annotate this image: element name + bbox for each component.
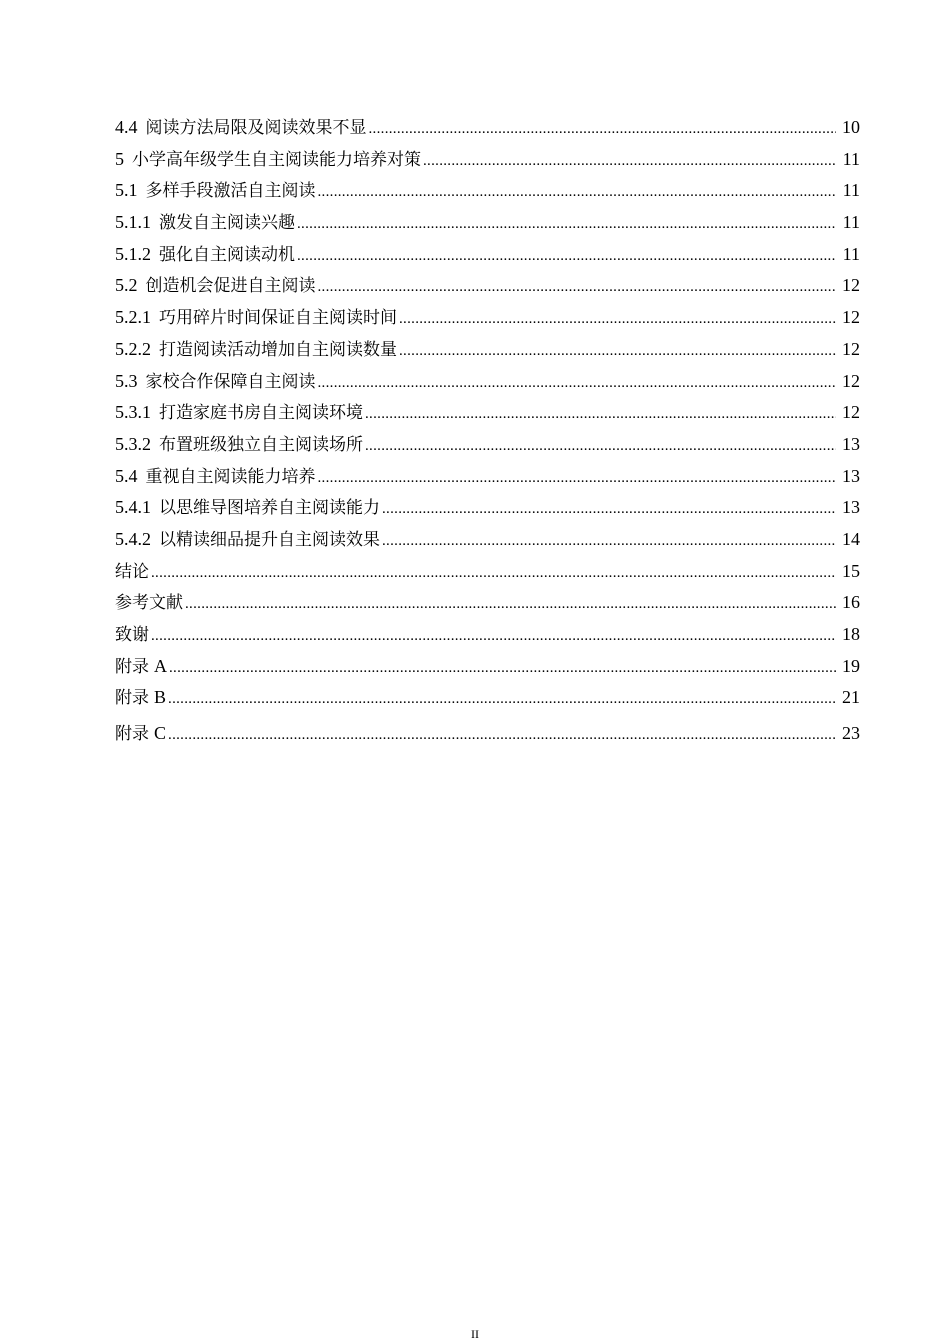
toc-entry-page: 16: [842, 592, 860, 613]
toc-entry-number: 5.2.2: [115, 338, 151, 359]
toc-dot-leader: [382, 494, 836, 526]
toc-entry-title: 家校合作保障自主阅读: [145, 371, 316, 392]
toc-entry-5-4[interactable]: [115, 461, 860, 493]
toc-entry-page: 23: [842, 723, 860, 744]
toc-entry-page: 13: [842, 465, 860, 486]
toc-entry-title: 阅读方法局限及阅读效果不显: [145, 118, 367, 138]
toc-entry-page: 21: [842, 687, 860, 708]
toc-entry-5-1[interactable]: [115, 175, 860, 207]
toc-dot-leader: [168, 684, 836, 716]
toc-entry-page: 13: [842, 433, 860, 454]
toc-entry-page: 15: [842, 560, 860, 581]
toc-entry-4-4[interactable]: [115, 112, 860, 144]
toc-entry-title: 创造机会促进自主阅读: [145, 276, 316, 297]
toc-entry-5-3-1[interactable]: [115, 397, 860, 429]
toc-entry-page: 13: [842, 497, 860, 518]
toc-appendix-letter: B: [154, 687, 167, 708]
toc-entry-page: 11: [842, 148, 860, 169]
toc-dot-leader: [318, 272, 837, 304]
toc-entry-title: 以精读细品提升自主阅读效果: [159, 529, 380, 550]
toc-dot-leader: [297, 209, 836, 241]
toc-dot-leader: [151, 621, 836, 653]
page-number: II: [471, 1327, 479, 1341]
toc-entry-page: 10: [842, 117, 860, 137]
toc-entry-page: 12: [842, 402, 860, 423]
toc-entry-page: 11: [842, 243, 860, 264]
toc-dot-leader: [399, 336, 836, 368]
toc-entry-5[interactable]: [115, 144, 860, 176]
toc-entry-number: 5.4: [115, 465, 138, 486]
toc-entry-5-2-2[interactable]: [115, 334, 860, 366]
toc-entry-conclusion[interactable]: [115, 556, 860, 588]
toc-entry-title: 小学高年级学生自主阅读能力培养对策: [132, 149, 421, 170]
toc-dot-leader: [169, 653, 836, 685]
toc-dot-leader: [399, 304, 836, 336]
toc-entry-number: 5.2: [115, 275, 138, 296]
toc-dot-leader: [318, 463, 837, 495]
toc-entry-5-3-2[interactable]: [115, 429, 860, 461]
toc-entry-number: 5.1.1: [115, 212, 151, 233]
toc-entry-number: 5.3: [115, 370, 138, 391]
toc-dot-leader: [369, 114, 837, 146]
toc-entry-title: 重视自主阅读能力培养: [145, 466, 316, 487]
toc-entry-title: 致谢: [115, 625, 149, 645]
toc-entry-number: 5: [115, 148, 124, 169]
toc-entry-number: 5.4.1: [115, 497, 151, 518]
toc-entry-page: 11: [842, 212, 860, 233]
toc-entry-title: 布置班级独立自主阅读场所: [159, 434, 363, 455]
toc-entry-title: 激发自主阅读兴趣: [159, 213, 295, 234]
toc-entry-number: 5.1.2: [115, 243, 151, 264]
toc-dot-leader: [151, 558, 836, 590]
toc-entry-title: 附录: [115, 688, 149, 709]
toc-entry-title: 打造阅读活动增加自主阅读数量: [159, 339, 397, 360]
toc-entry-5-4-2[interactable]: [115, 524, 860, 556]
toc-entry-appendix-a[interactable]: [115, 651, 860, 683]
toc-entry-5-4-1[interactable]: [115, 492, 860, 524]
toc-entry-number: 5.1: [115, 180, 138, 201]
toc-appendix-letter: C: [154, 723, 167, 744]
toc-entry-appendix-b[interactable]: [115, 682, 860, 714]
toc-entry-title: 打造家庭书房自主阅读环境: [159, 403, 363, 424]
toc-entry-title: 结论: [115, 561, 149, 582]
toc-dot-leader: [365, 399, 836, 431]
toc-entry-title: 以思维导图培养自主阅读能力: [159, 498, 380, 519]
toc-entry-page: 12: [842, 370, 860, 391]
toc-entry-page: 12: [842, 275, 860, 296]
toc-entry-title: 强化自主阅读动机: [159, 244, 295, 265]
toc-entry-number: 5.4.2: [115, 528, 151, 549]
toc-entry-page: 18: [842, 624, 860, 644]
toc-entry-number: 4.4: [115, 117, 138, 137]
toc-entry-5-2[interactable]: [115, 270, 860, 302]
toc-entry-number: 5.3.1: [115, 402, 151, 423]
toc-entry-number: 5.2.1: [115, 307, 151, 328]
toc-entry-references[interactable]: [115, 587, 860, 619]
toc-entry-5-1-1[interactable]: [115, 207, 860, 239]
toc-entry-5-1-2[interactable]: [115, 239, 860, 271]
toc-dot-leader: [365, 431, 836, 463]
toc-entry-title: 附录: [115, 656, 149, 677]
toc-entry-title: 参考文献: [115, 593, 183, 614]
toc-dot-leader: [318, 177, 837, 209]
toc-dot-leader: [423, 146, 836, 178]
toc-dot-leader: [297, 241, 836, 273]
toc-entry-5-3[interactable]: [115, 366, 860, 398]
toc-entry-page: 12: [842, 338, 860, 359]
toc-dot-leader: [168, 720, 836, 752]
toc-dot-leader: [185, 589, 836, 621]
toc-entry-acknowledgements[interactable]: [115, 619, 860, 651]
toc-appendix-letter: A: [154, 655, 167, 676]
toc-dot-leader: [318, 368, 837, 400]
toc-entry-page: 11: [842, 180, 860, 201]
toc-entry-title: 巧用碎片时间保证自主阅读时间: [159, 308, 397, 329]
toc-entry-page: 19: [842, 655, 860, 676]
toc-dot-leader: [382, 526, 836, 558]
toc-entry-title: 附录: [115, 724, 149, 745]
toc-entry-title: 多样手段激活自主阅读: [145, 181, 316, 202]
toc-entry-number: 5.3.2: [115, 433, 151, 454]
table-of-contents: [115, 112, 860, 750]
toc-entry-5-2-1[interactable]: [115, 302, 860, 334]
toc-entry-page: 12: [842, 307, 860, 328]
toc-entry-appendix-c[interactable]: [115, 718, 860, 750]
toc-entry-page: 14: [842, 528, 860, 549]
